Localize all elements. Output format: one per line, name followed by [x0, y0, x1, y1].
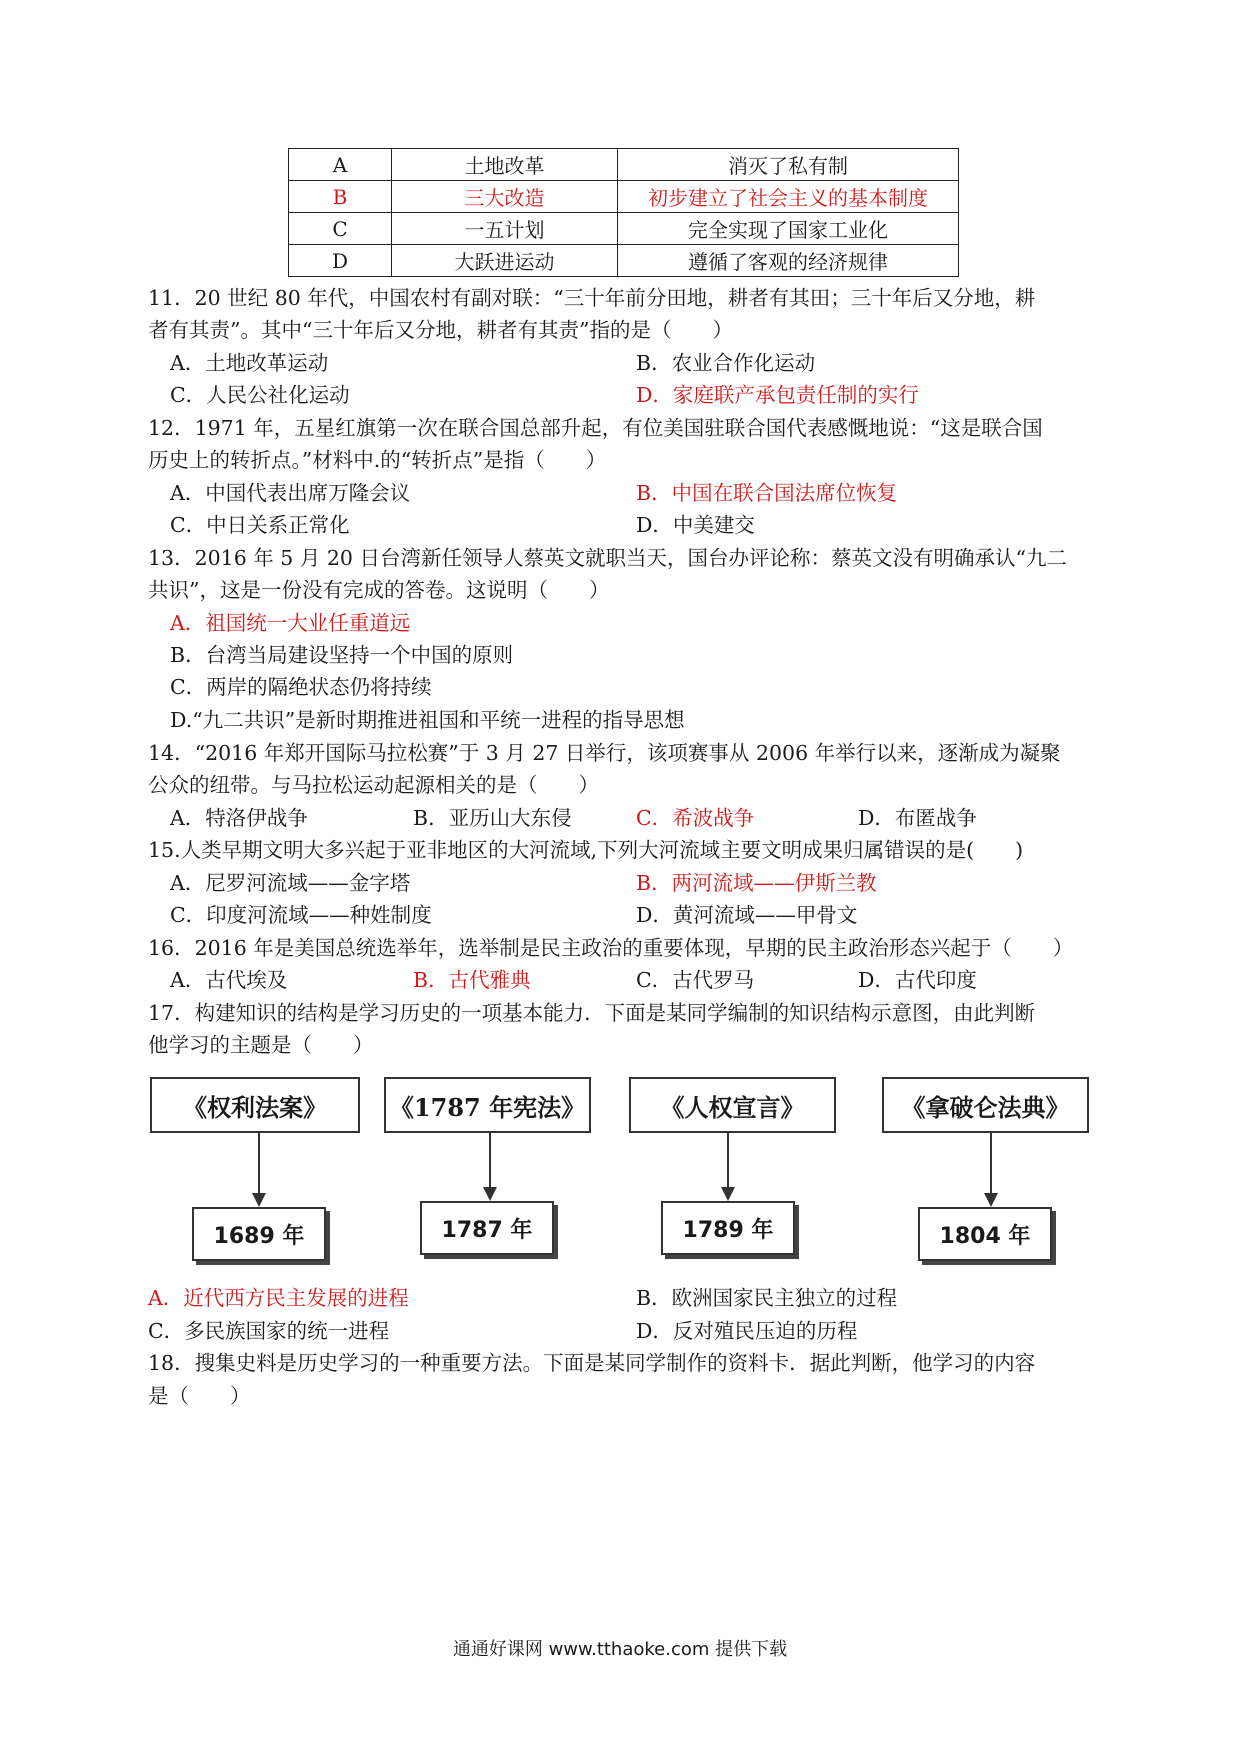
options-table	[288, 148, 959, 277]
table-cell: 土地改革	[392, 149, 618, 181]
table-cell: 初步建立了社会主义的基本制度	[618, 181, 959, 213]
q11-option-a: A．土地改革运动	[170, 351, 329, 375]
q11-option-d: D．家庭联产承包责任制的实行	[636, 383, 919, 407]
arrow-down-icon	[721, 1187, 735, 1201]
page-footer: 通通好课网 www.tthaoke.com 提供下载	[452, 1639, 788, 1660]
q17-stem-line1: 17．构建知识的结构是学习历史的一项基本能力．下面是某同学编制的知识结构示意图，由此判断	[148, 1001, 1036, 1025]
q16-option-c: C．古代罗马	[636, 968, 755, 992]
q15-stem-line1: 15.人类早期文明大多兴起于亚非地区的大河流域,下列大河流域主要文明成果归属错误的是( )	[148, 838, 1024, 862]
q11-option-c: C．人民公社化运动	[170, 383, 350, 407]
doc-box: 《1787 年宪法》	[384, 1077, 591, 1133]
q16-option-d: D．古代印度	[858, 968, 977, 992]
q16-option-a: A．古代埃及	[170, 968, 288, 992]
table-row	[289, 181, 959, 213]
q13-stem-line2: 共识”，这是一份没有完成的答卷。这说明（ ）	[148, 578, 610, 602]
table-cell: 完全实现了国家工业化	[618, 213, 959, 245]
q17-option-d: D．反对殖民压迫的历程	[636, 1319, 858, 1343]
year-box: 1804 年	[918, 1207, 1052, 1261]
q12-stem-line1: 12．1971 年，五星红旗第一次在联合国总部升起，有位美国驻联合国代表感慨地说：“这是联合国	[148, 416, 1043, 440]
q14-option-d: D．布匿战争	[858, 806, 977, 830]
q13-stem-line1: 13．2016 年 5 月 20 日台湾新任领导人蔡英文就职当天，国台办评论称：蔡英文没有明确承认“九二	[148, 546, 1067, 570]
q12-option-c: C．中日关系正常化	[170, 513, 350, 537]
doc-box: 《权利法案》	[150, 1077, 360, 1133]
arrow-line	[990, 1133, 992, 1195]
q11-stem-line2: 者有其责”。其中“三十年后又分地，耕者有其责”指的是（ ）	[148, 318, 733, 342]
table-cell: A	[289, 149, 392, 181]
q12-option-b: B．中国在联合国法席位恢复	[636, 481, 898, 505]
q18-stem-line2: 是（ ）	[148, 1384, 251, 1408]
q14-stem-line2: 公众的纽带。与马拉松运动起源相关的是（ ）	[148, 773, 599, 797]
q13-option-a: A．祖国统一大业任重道远	[170, 611, 411, 635]
q16-option-b: B．古代雅典	[413, 968, 531, 992]
q11-stem-line1: 11．20 世纪 80 年代，中国农村有副对联：“三十年前分田地，耕者有其田；三十年后又分地，耕	[148, 286, 1036, 310]
q14-option-a: A．特洛伊战争	[170, 806, 308, 830]
year-box: 1789 年	[661, 1201, 795, 1255]
q14-option-c: C．希波战争	[636, 806, 755, 830]
q17-option-b: B．欧洲国家民主独立的过程	[636, 1286, 898, 1310]
arrow-line	[727, 1133, 729, 1189]
year-box: 1787 年	[420, 1201, 554, 1255]
arrow-down-icon	[483, 1187, 497, 1201]
arrow-line	[489, 1133, 491, 1189]
q12-option-a: A．中国代表出席万隆会议	[170, 481, 411, 505]
table-cell: 大跃进运动	[392, 245, 618, 277]
q13-option-c: C．两岸的隔绝状态仍将持续	[170, 675, 432, 699]
arrow-down-icon	[252, 1193, 266, 1207]
table-cell: C	[289, 213, 392, 245]
q18-stem-line1: 18．搜集史料是历史学习的一种重要方法。下面是某同学制作的资料卡．据此判断，他学习的内容	[148, 1351, 1036, 1375]
table-cell: 消灭了私有制	[618, 149, 959, 181]
q14-option-b: B．亚历山大东侵	[413, 806, 572, 830]
q15-option-a: A．尼罗河流域——金字塔	[170, 871, 411, 895]
table-cell: 遵循了客观的经济规律	[618, 245, 959, 277]
table-cell: 一五计划	[392, 213, 618, 245]
q13-option-d: D.“九二共识”是新时期推进祖国和平统一进程的指导思想	[170, 708, 685, 732]
q15-option-c: C．印度河流域——种姓制度	[170, 903, 432, 927]
q15-option-b: B．两河流域——伊斯兰教	[636, 871, 877, 895]
doc-box: 《拿破仑法典》	[882, 1077, 1089, 1133]
table-cell: 三大改造	[392, 181, 618, 213]
table-cell: B	[289, 181, 392, 213]
q15-option-d: D．黄河流域——甲骨文	[636, 903, 858, 927]
arrow-down-icon	[984, 1193, 998, 1207]
q17-option-a: A．近代西方民主发展的进程	[148, 1286, 409, 1310]
q17-option-c: C．多民族国家的统一进程	[148, 1319, 390, 1343]
q13-option-b: B．台湾当局建设坚持一个中国的原则	[170, 643, 514, 667]
year-box: 1689 年	[192, 1207, 326, 1261]
q12-stem-line2: 历史上的转折点。”材料中.的“转折点”是指（ ）	[148, 448, 607, 472]
table-row	[289, 149, 959, 181]
q14-stem-line1: 14．“2016 年郑开国际马拉松赛”于 3 月 27 日举行，该项赛事从 2006 年举行以来，逐渐成为凝聚	[148, 741, 1061, 765]
q16-stem-line1: 16．2016 年是美国总统选举年，选举制是民主政治的重要体现，早期的民主政治形态兴起于（ ）	[148, 936, 1074, 960]
q11-option-b: B．农业合作化运动	[636, 351, 816, 375]
arrow-line	[258, 1133, 260, 1195]
q12-option-d: D．中美建交	[636, 513, 755, 537]
table-row	[289, 245, 959, 277]
doc-box: 《人权宣言》	[629, 1077, 836, 1133]
table-row	[289, 213, 959, 245]
table-cell: D	[289, 245, 392, 277]
q17-stem-line2: 他学习的主题是（ ）	[148, 1033, 374, 1057]
